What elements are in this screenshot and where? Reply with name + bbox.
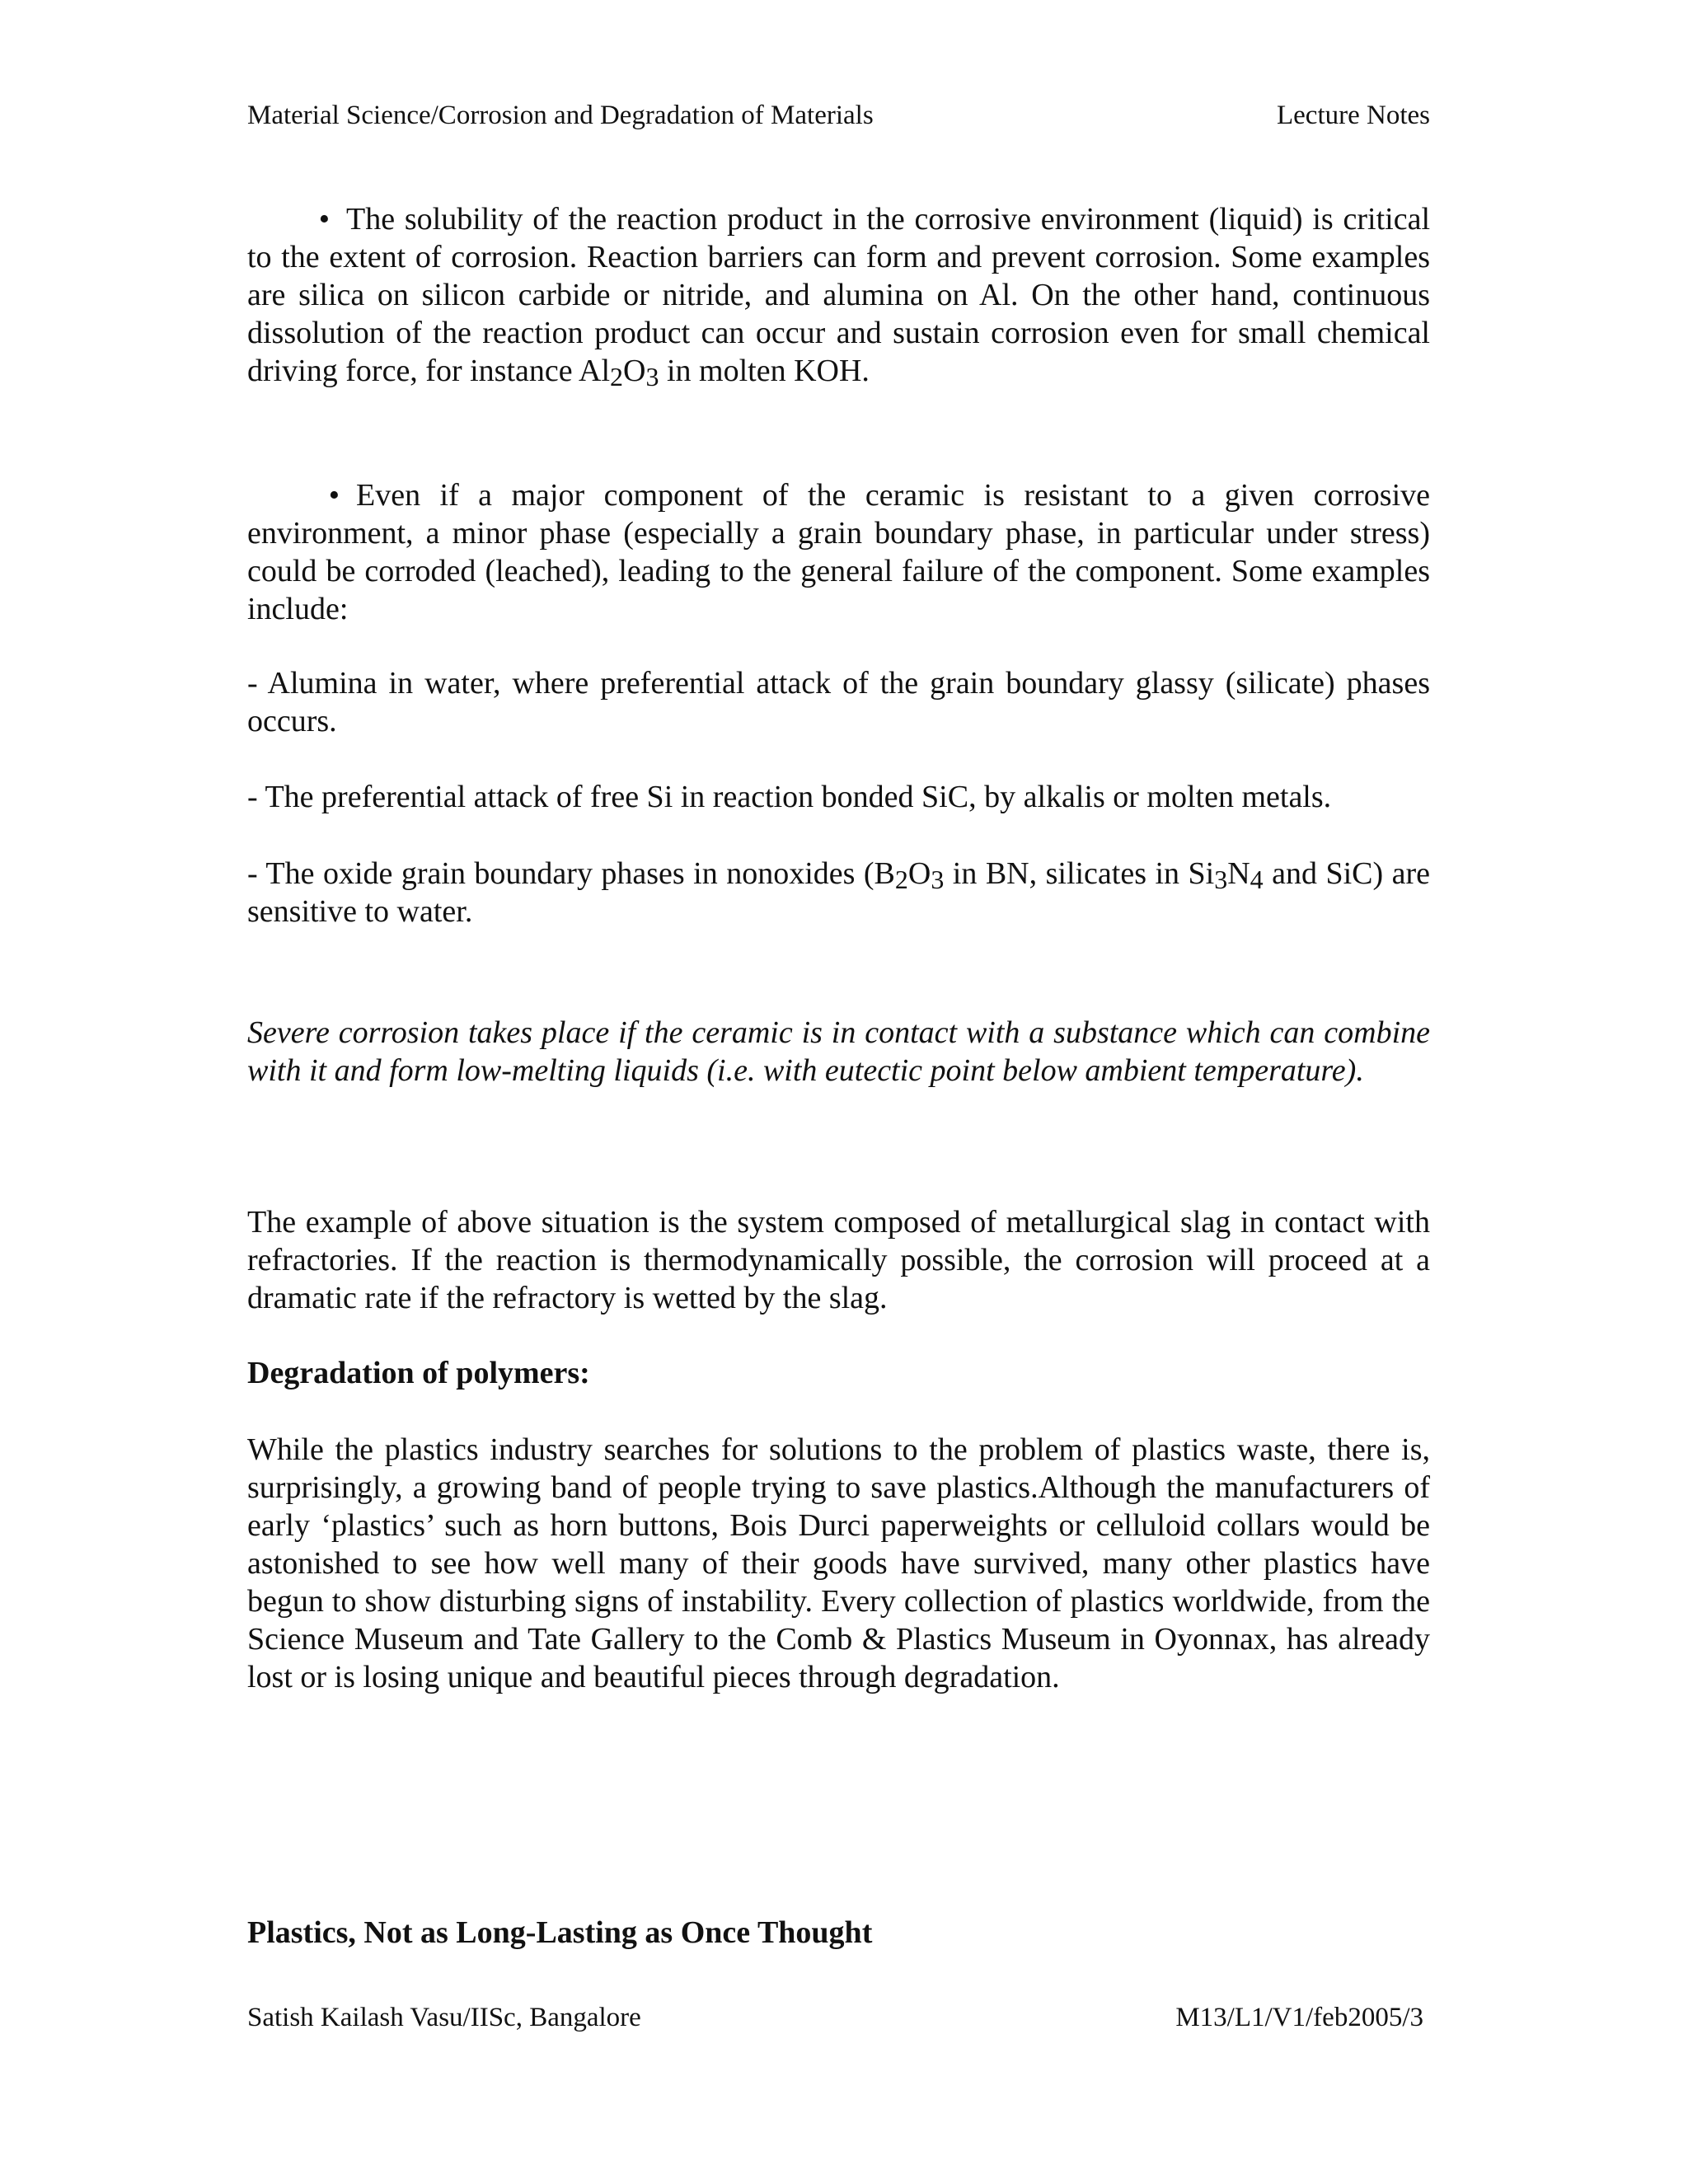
- page-footer: [247, 2001, 1430, 2034]
- example-item-free-si: - The preferential attack of free Si in reaction bonded SiC, by alkalis or molten metals.: [247, 780, 1332, 814]
- italic-note-severe-corrosion: Severe corrosion takes place if the ceramic is in contact with a substance which can combine with it and form low-melting liquids (i.e. with eutectic point below ambient temperature).: [247, 1015, 1430, 1088]
- paragraph-polymers: While the plastics industry searches for solutions to the problem of plastics waste, there is, surprisingly, a growing band of people trying to save plastics.Although the manufacturers of early ‘plastics’ such as horn buttons, Bois Durci paperweights or celluloid collars would be astonished to see how well many of their goods have survived, many other plastics have begun to show disturbing signs of instability. Every collection of plastics worldwide, from the Science Museum and Tate Gallery to the Comb & Plastics Museum in Oyonnax, has already lost or is losing unique and beautiful pieces through degradation.: [247, 1432, 1430, 1694]
- page-header: [247, 99, 1430, 132]
- heading-plastics-long-lasting: Plastics, Not as Long-Lasting as Once Thought: [247, 1915, 873, 1950]
- bullet-marker: [247, 476, 356, 514]
- paragraph-slag-example: The example of above situation is the system composed of metallurgical slag in contact with refractories. If the reaction is thermodynamically possible, the corrosion will proceed at a dramatic rate if the refractory is wetted by the slag.: [247, 1205, 1430, 1315]
- example-item-oxide-phases: - The oxide grain boundary phases in nonoxides ($B_2O_3$ in BN, silicates in $Si_3N_4$ and SiC) are sensitive to water.: [247, 856, 1430, 929]
- footer-author: Satish Kailash Vasu/IISc, Bangalore: [247, 2003, 641, 2032]
- bullet-minor-phase: •Even if a major component of the ceramic is resistant to a given corrosive environment, a minor phase (especially a grain boundary phase, in particular under stress) could be corroded (leached), leading to the general failure of the component. Some examples include:: [247, 476, 1430, 628]
- example-item-alumina: - Alumina in water, where preferential attack of the grain boundary glassy (silicate) phases occurs.: [247, 666, 1430, 738]
- header-doc-type: Lecture Notes: [1277, 101, 1430, 130]
- footer-doc-code: M13/L1/V1/feb2005/3: [1175, 2003, 1423, 2032]
- heading-degradation-of-polymers: Degradation of polymers:: [247, 1356, 590, 1390]
- header-course-title: Material Science/Corrosion and Degradation of Materials: [247, 101, 874, 130]
- bullet-solubility: •The solubility of the reaction product in the corrosive environment (liquid) is critical to the extent of corrosion. Reaction barriers can form and prevent corrosion. Some examples are silica on silicon carbide or nitride, and alumina on Al. On the other hand, continuous dissolution of the reaction product can occur and sustain corrosion even for small chemical driving force, for instance $Al_2O_3$ in molten KOH.: [247, 200, 1430, 390]
- bullet-marker: [247, 200, 346, 238]
